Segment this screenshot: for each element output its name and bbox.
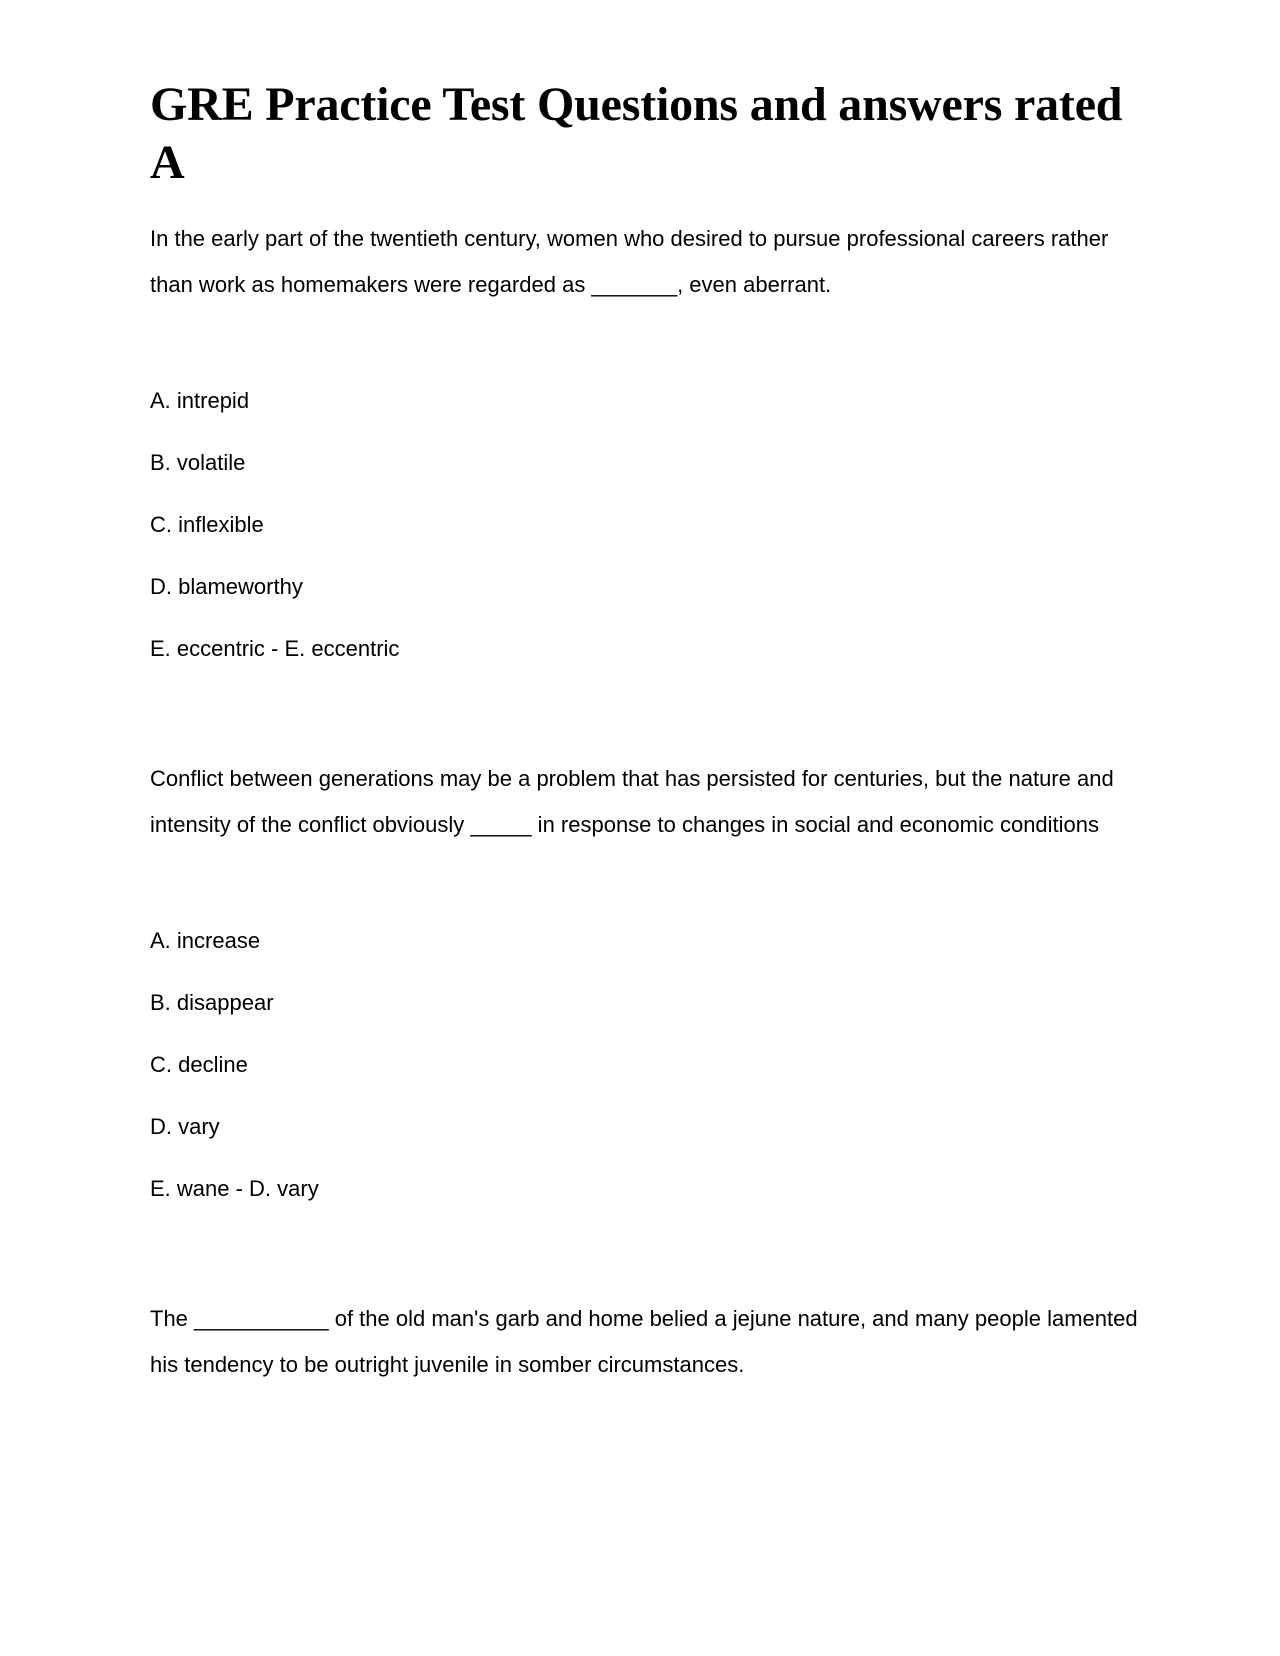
option-c: C. inflexible <box>150 512 264 537</box>
option-b: B. volatile <box>150 450 246 475</box>
option-a: A. increase <box>150 928 261 953</box>
spacer <box>150 1236 1140 1296</box>
spacer <box>150 848 1140 926</box>
question-text: The ___________ of the old man's garb and home belied a jejune nature, and many people lamented his tendency to be outright juvenile in somber circumstances. <box>150 1306 1138 1377</box>
page-title: GRE Practice Test Questions and answers rated A <box>150 78 1123 189</box>
spacer <box>150 696 1140 756</box>
document-page <box>150 76 1140 1388</box>
option-d: D. blameworthy <box>150 574 303 599</box>
question-1 <box>150 216 1140 664</box>
question-2 <box>150 756 1140 1204</box>
question-3 <box>150 1296 1140 1388</box>
question-text: In the early part of the twentieth century, women who desired to pursue professional careers rather than work as homemakers were regarded as _______, even aberrant. <box>150 226 1109 297</box>
spacer <box>150 308 1140 386</box>
question-text: Conflict between generations may be a problem that has persisted for centuries, but the nature and intensity of the conflict obviously _____ in response to changes in social and economic conditions <box>150 766 1114 837</box>
option-d: D. vary <box>150 1114 220 1139</box>
option-e-with-answer: E. wane - D. vary <box>150 1176 319 1201</box>
option-c: C. decline <box>150 1052 248 1077</box>
option-a: A. intrepid <box>150 388 250 413</box>
option-e-with-answer: E. eccentric - E. eccentric <box>150 636 400 661</box>
option-b: B. disappear <box>150 990 274 1015</box>
